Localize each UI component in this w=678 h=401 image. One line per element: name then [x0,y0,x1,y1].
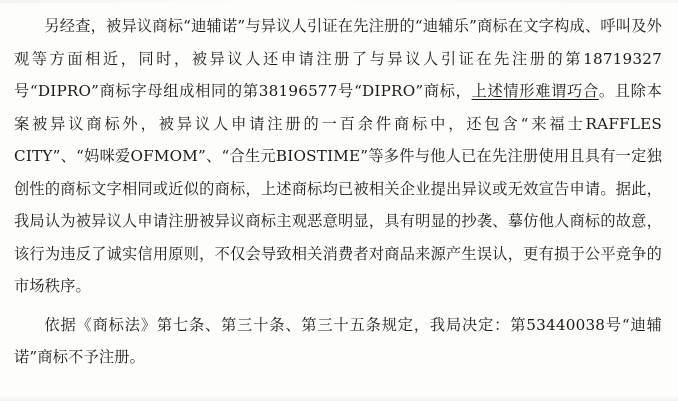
paragraph-1 [14,10,678,303]
text-run: 依据《商标法》第七条、第三十条、第三十五条规定，我局决定：第53440038号“迪辅诺”商标不予注册。 [14,315,662,366]
text-run: 另经查，被异议商标“迪辅诺”与异议人引证在先注册的“迪辅乐”商标在文字构成、呼叫及外观等方面相近，同时，被异议人还申请注册了与异议人引证在先注册的第18719327号“DIPRO”商标字母组成相同的第38196577号“DIPRO”商标， [14,17,662,100]
text-run-underlined: 上述情形难谓巧合 [471,82,599,100]
paragraph-2 [14,309,662,374]
text-run: 。且除本案被异议商标外，被异议人申请注册的一百余件商标中，还包含“来福士RAFFLES CITY”、“妈咪爱OFMOM”、“合生元BIOSTIME”等多件与他人已在先注册使用且具有一定独创性的商标文字相同或近似的商标，上述商标均已被相关企业提出异议或无效宣告申请。据此，我局认为被异议人申请注册被异议商标主观恶意明显，具有明显的抄袭、摹仿他人商标的故意，该行为违反了诚实信用原则，不仅会导致相关消费者对商品来源产生误认，更有损于公平竞争的市场秩序。 [14,82,678,295]
scan-edge-bottom [0,395,678,401]
scan-edge-top [0,0,678,3]
document-body [14,10,678,374]
